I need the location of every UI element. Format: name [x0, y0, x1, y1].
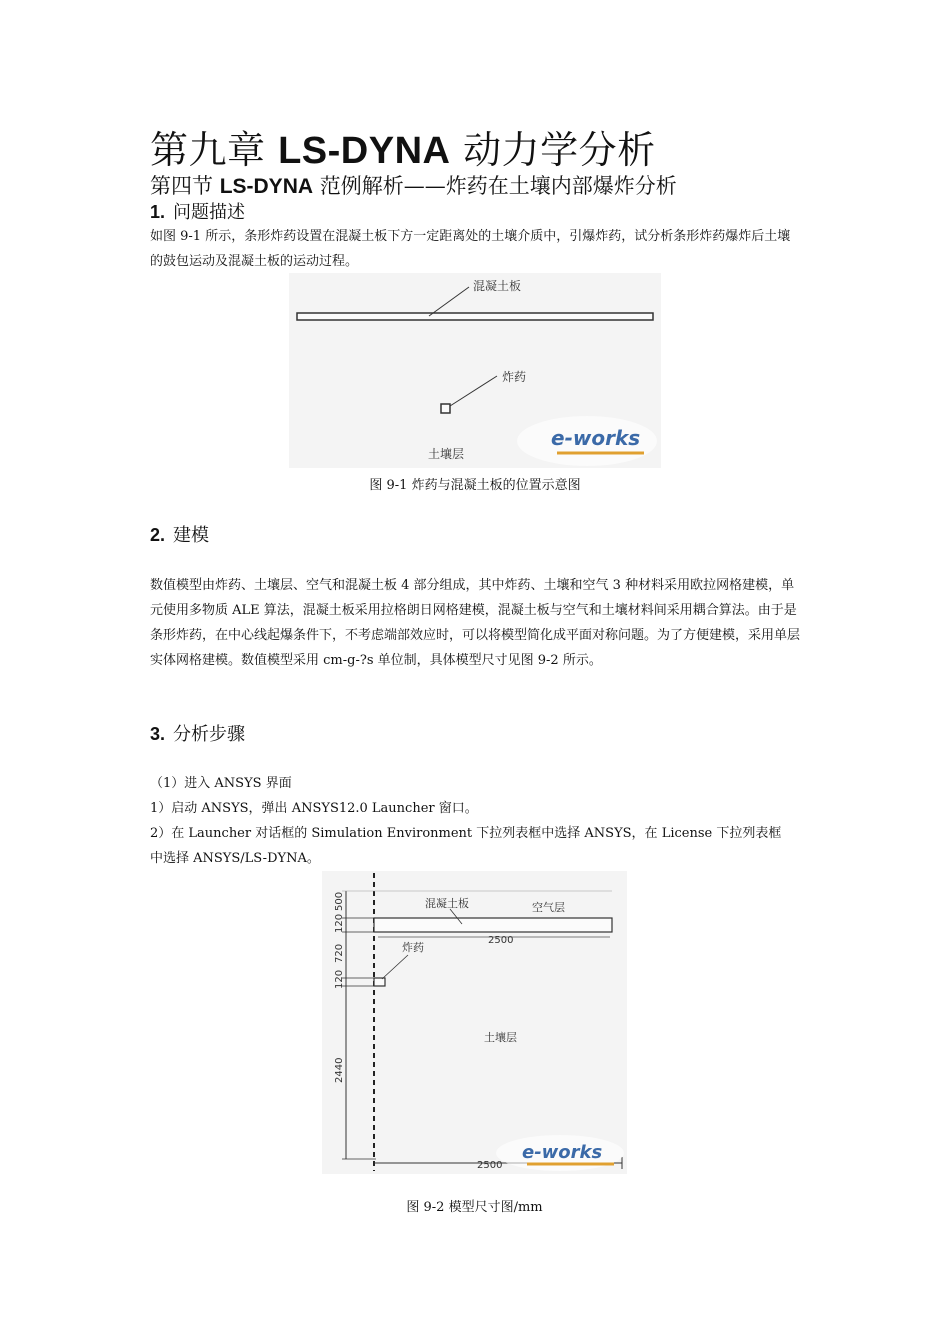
step1-title: （1）进入 ANSYS 界面 [150, 776, 292, 791]
section-title: 第四节 LS-DYNA 范例解析——炸药在土壤内部爆炸分析 [150, 174, 677, 198]
e-works-watermark: e-works [522, 1142, 603, 1163]
dim-120-top-label: 120 [334, 913, 345, 933]
step-line-2a: 2）在 Launcher 对话框的 Simulation Environment 下拉列表框中选择 ANSYS，在 License 下拉列表框 [150, 826, 782, 841]
problem-description-text: 如图 9-1 所示，条形炸药设置在混凝土板下方一定距离处的土壤介质中，引爆炸药，试分析条形炸药爆炸后土壤的鼓包运动及混凝土板的运动过程。 [150, 229, 791, 269]
concrete-slab-shape [297, 313, 653, 320]
slab-leader-line [429, 287, 469, 316]
concrete-slab-shape [374, 918, 612, 932]
figure-9-1-caption: 图 9-1 炸药与混凝土板的位置示意图 [369, 478, 581, 493]
dim-500-label: 500 [334, 891, 345, 911]
explosive-leader-line [382, 955, 408, 979]
dim-2500-top-label: 2500 [488, 935, 514, 946]
step-line-2b: 中选择 ANSYS/LS-DYNA。 [150, 851, 320, 866]
explosive-shape [374, 978, 385, 986]
chapter-title: 第九章 LS-DYNA 动力学分析 [150, 128, 656, 172]
slab-label: 混凝土板 [473, 279, 522, 293]
explosive-leader-line [450, 376, 497, 406]
soil-label: 土壤层 [484, 1031, 517, 1044]
dim-720-label: 720 [334, 943, 345, 963]
soil-label: 土壤层 [428, 447, 465, 461]
dim-120-mid-label: 120 [334, 969, 345, 989]
figure-9-2-diagram [322, 871, 627, 1174]
heading-problem-description: 1. 问题描述 [150, 202, 246, 223]
figure-9-2-caption: 图 9-2 模型尺寸图/mm [406, 1200, 543, 1215]
figure-9-2 [322, 871, 627, 1174]
step-line-1: 1）启动 ANSYS，弹出 ANSYS12.0 Launcher 窗口。 [150, 801, 478, 816]
e-works-watermark: e-works [551, 426, 641, 450]
heading-modeling: 2. 建模 [150, 525, 210, 546]
dim-2500-bottom-label: 2500 [477, 1160, 503, 1171]
explosive-label: 炸药 [402, 941, 424, 954]
modeling-text: 数值模型由炸药、土壤层、空气和混凝土板 4 部分组成，其中炸药、土壤和空气 3 种材料采用欧拉网格建模，单元使用多物质 ALE 算法，混凝土板采用拉格朗日网格建模，混凝土板与空气和土壤材料间采用耦合算法。由于是条形炸药，在中心线起爆条件下，不考虑端部效应时，可以将模型简化成平面对称问题。为了方便建模，采用单层实体网格建模。数值模型采用 cm-g-?s 单位制，具体模型尺寸见图 9-2 所示。 [150, 578, 801, 668]
slab-label: 混凝土板 [425, 897, 469, 910]
figure-9-1 [289, 273, 661, 468]
explosive-shape [441, 404, 450, 413]
figure-9-1-diagram [289, 273, 661, 468]
dim-2440-label: 2440 [334, 1057, 345, 1083]
explosive-label: 炸药 [502, 370, 527, 384]
heading-analysis-steps: 3. 分析步骤 [150, 724, 246, 745]
air-label: 空气层 [532, 901, 565, 914]
